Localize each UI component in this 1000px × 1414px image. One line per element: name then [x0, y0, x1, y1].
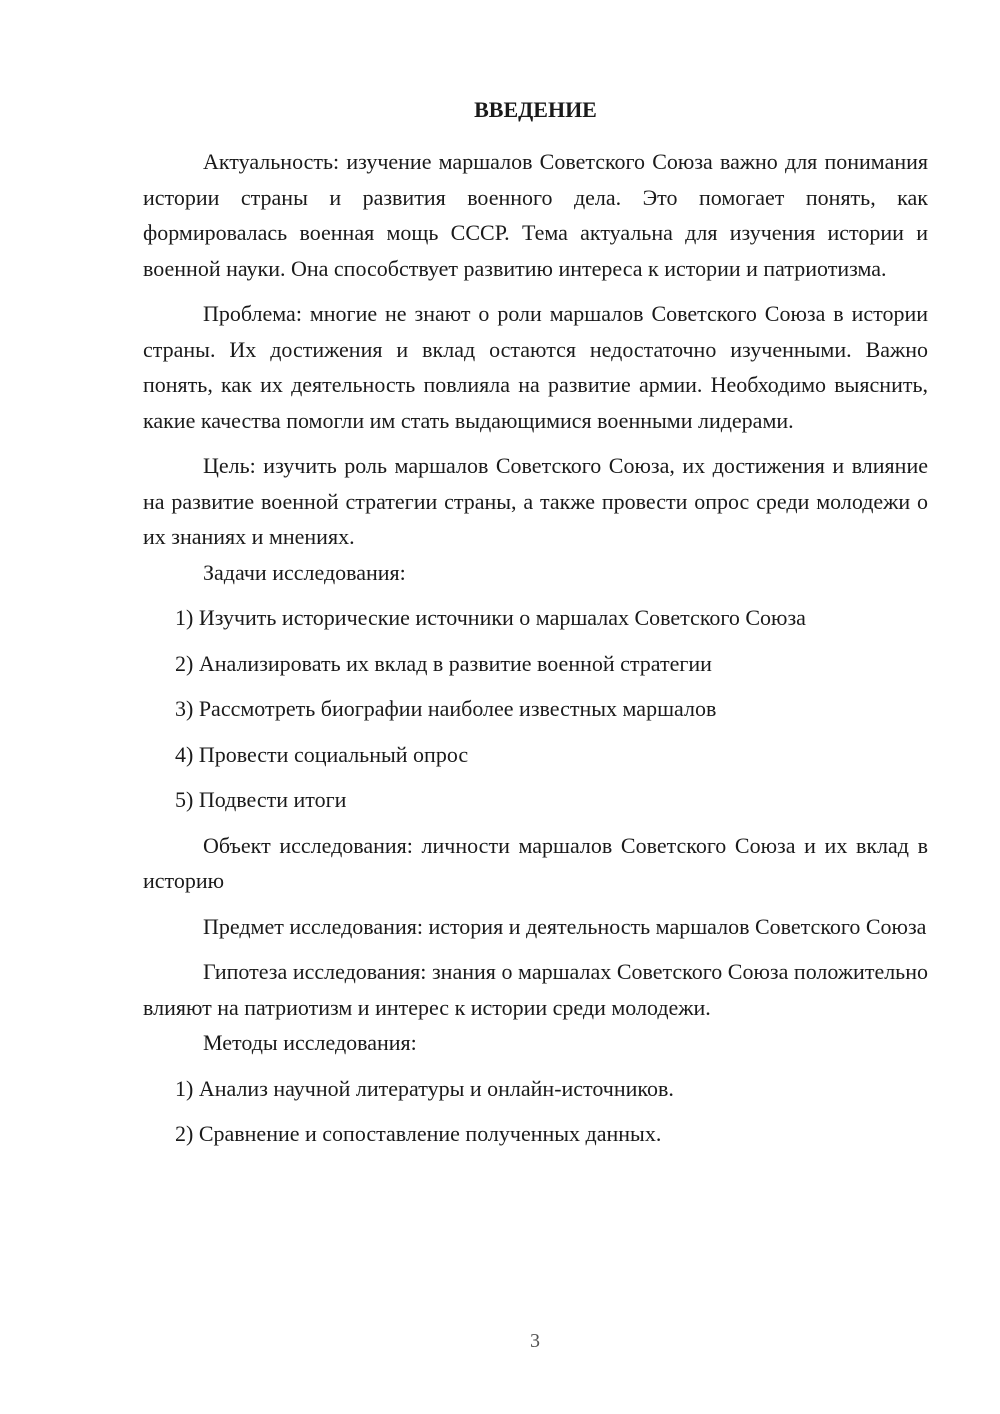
task-item: 4) Провести социальный опрос — [175, 741, 469, 767]
page-title: ВВЕДЕНИЕ — [474, 97, 597, 122]
goal-paragraph: Цель: изучить роль маршалов Советского Союза, их достижения и влияние на развитие военной стратегии страны, а также провести опрос среди молодежи о их знаниях и мнениях. — [143, 453, 928, 549]
task-item: 3) Рассмотреть биографии наиболее известных маршалов — [175, 696, 717, 721]
method-item: 1) Анализ научной литературы и онлайн-источников. — [175, 1075, 674, 1101]
page-number: 3 — [530, 1330, 540, 1352]
hypothesis-paragraph: Гипотеза исследования: знания о маршалах Советского Союза положительно влияют на патриотизм и интерес к истории среди молодежи. — [143, 959, 928, 1020]
document-page — [143, 92, 928, 1152]
task-item: 2) Анализировать их вклад в развитие военной стратегии — [175, 650, 712, 676]
method-item: 2) Сравнение и сопоставление полученных данных. — [175, 1121, 662, 1146]
methods-heading: Методы исследования: — [203, 1030, 417, 1055]
tasks-heading: Задачи исследования: — [203, 559, 406, 585]
task-item: 5) Подвести итоги — [175, 787, 347, 812]
problem-paragraph: Проблема: многие не знают о роли маршалов Советского Союза в истории страны. Их достижения и вклад остаются недостаточно изученными. Важно понять, как их деятельность повлияла на развитие армии. Необходимо выяснить, какие качества помогли им стать выдающимися военными лидерами. — [143, 301, 928, 433]
object-paragraph: Объект исследования: личности маршалов Советского Союза и их вклад в историю — [143, 832, 928, 893]
subject-paragraph: Предмет исследования: история и деятельность маршалов Советского Союза — [203, 913, 927, 939]
relevance-paragraph: Актуальность: изучение маршалов Советского Союза важно для понимания истории страны и развития военного дела. Это помогает понять, как формировалась военная мощь СССР. Тема актуальна для изучения истории и военной науки. Она способствует развитию интереса к истории и патриотизма. — [143, 149, 928, 281]
task-item: 1) Изучить исторические источники о маршалах Советского Союза — [175, 605, 806, 630]
